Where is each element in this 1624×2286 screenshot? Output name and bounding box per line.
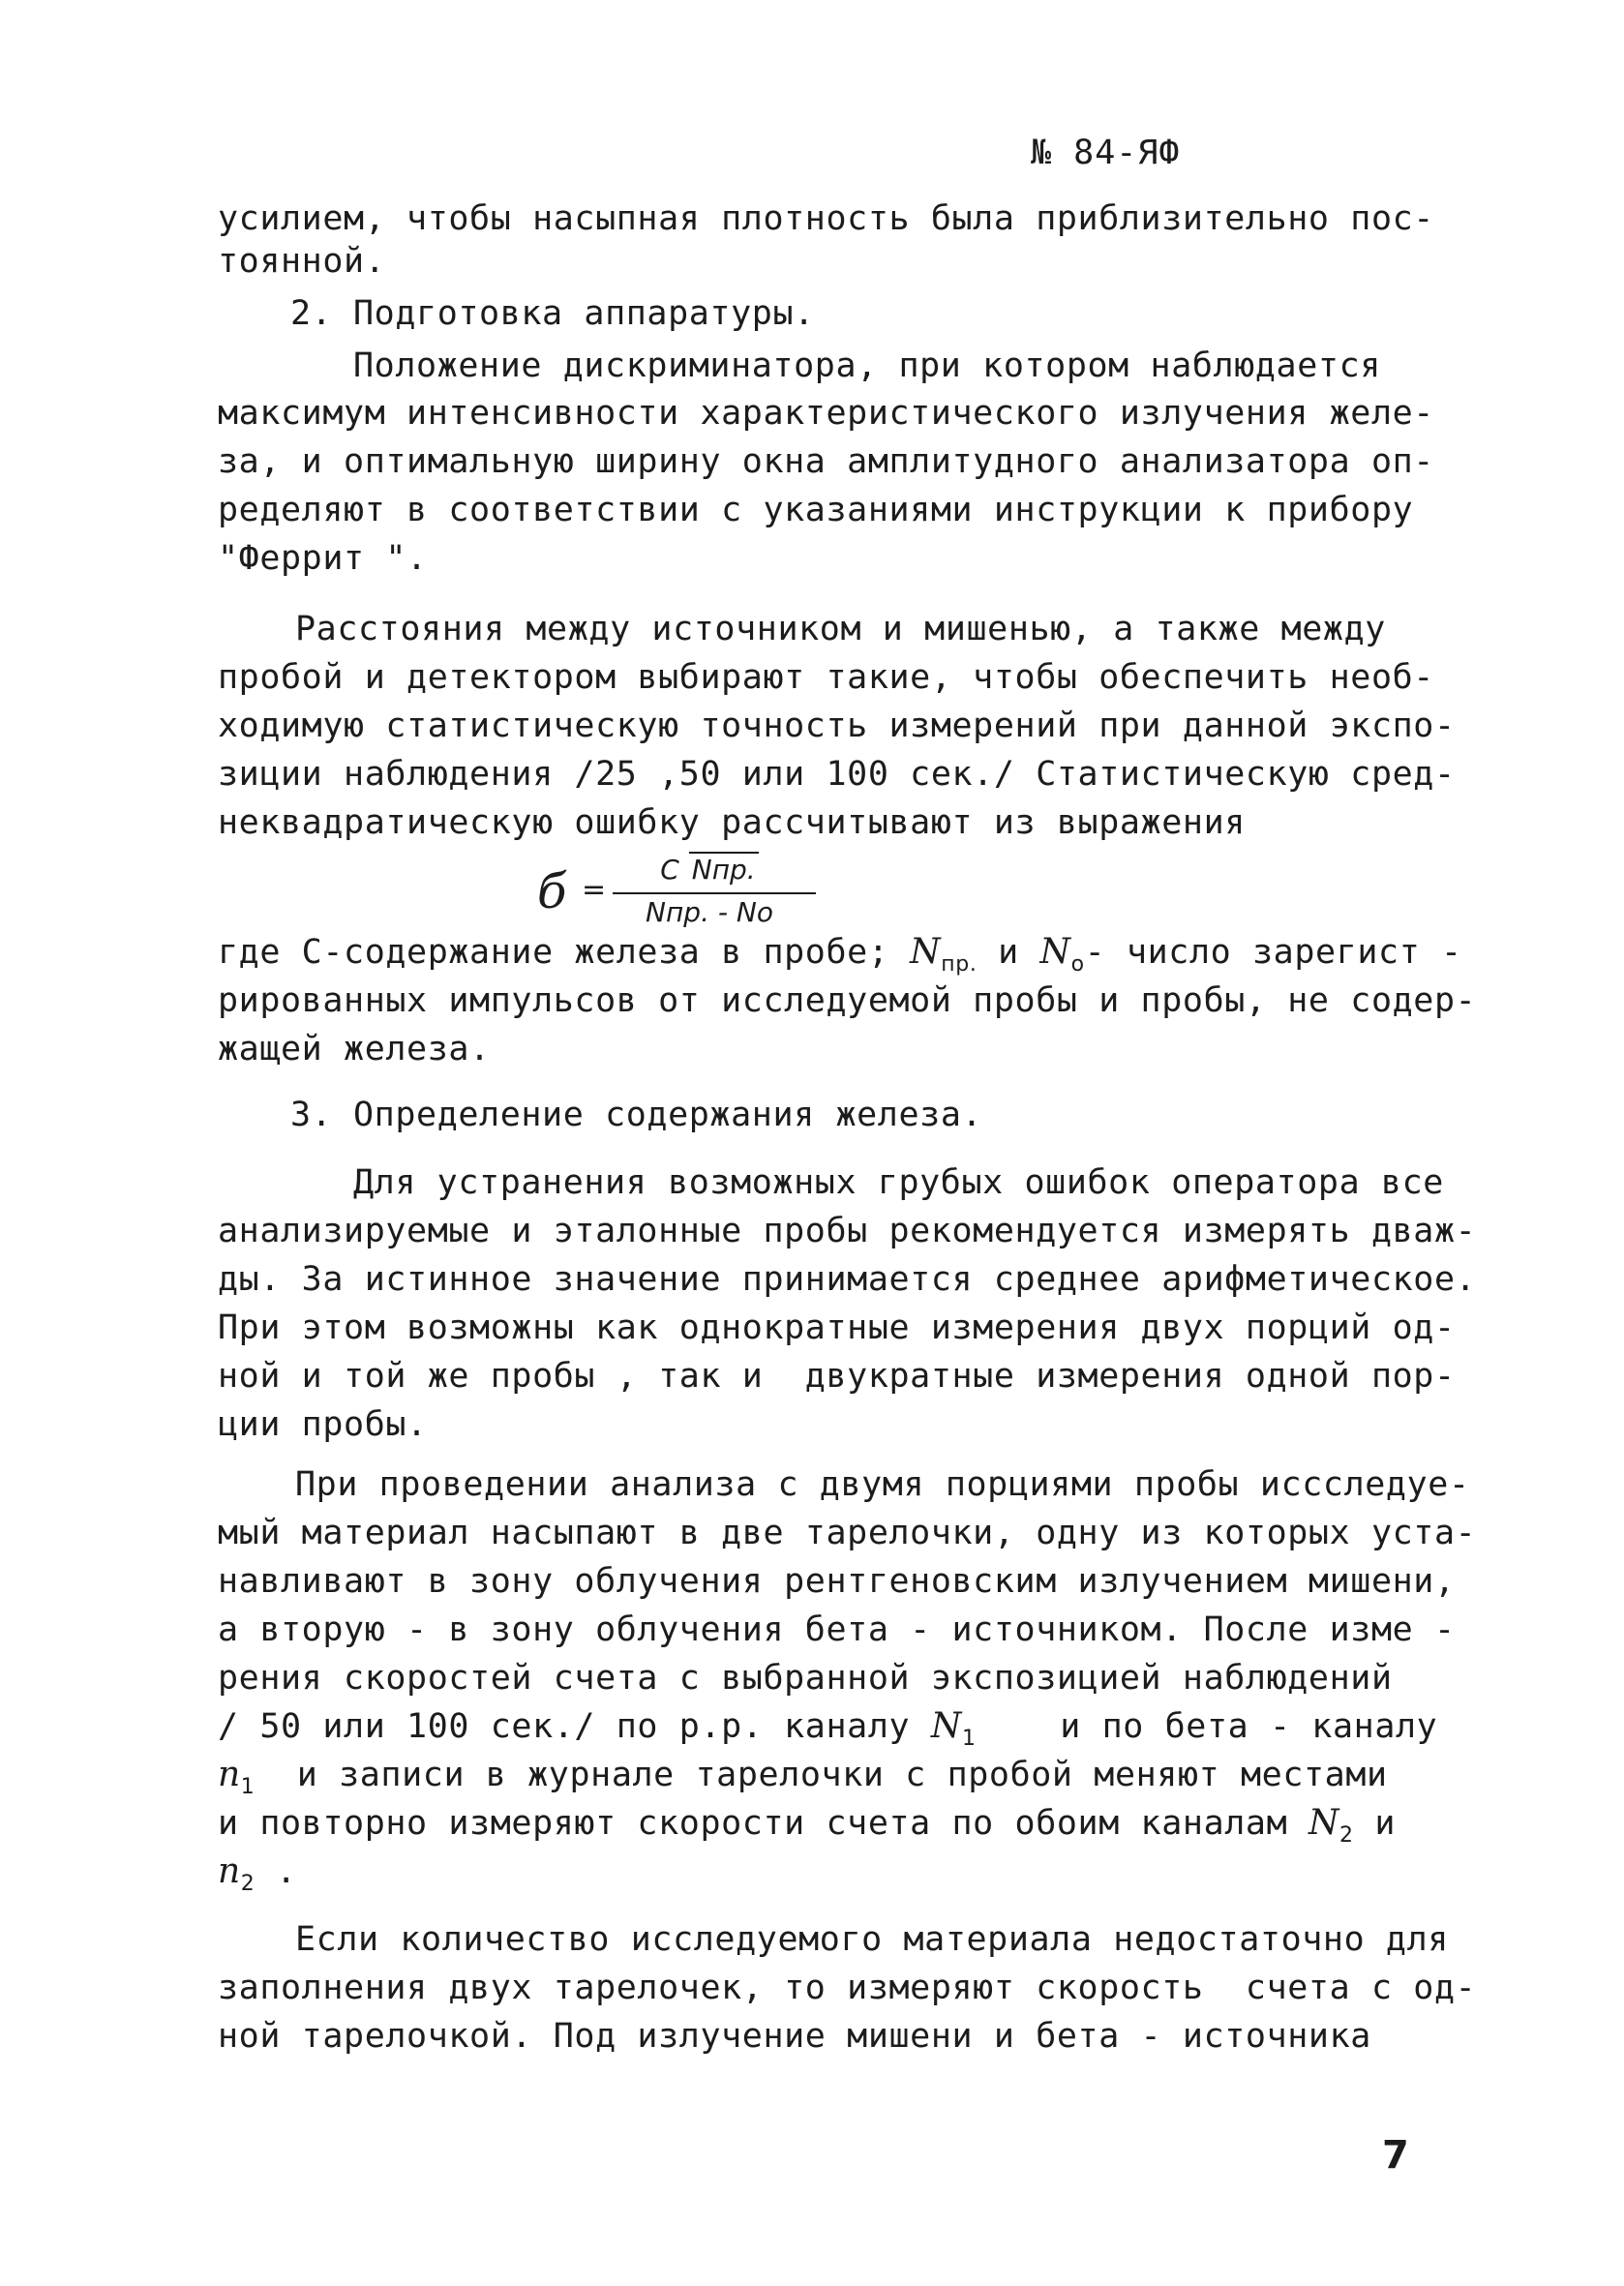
symbol-n-1: $N_1$ bbox=[930, 1706, 977, 1751]
text-line: неквадратическую ошибку рассчитывают из выражения bbox=[218, 803, 1246, 842]
text-line: ции пробы. bbox=[218, 1405, 428, 1444]
text-line: а вторую - в зону облучения бета - источником. После изме - bbox=[218, 1610, 1456, 1649]
text-line: усилием, чтобы насыпная плотность была приблизительно пос- bbox=[218, 199, 1434, 238]
text-line: заполнения двух тарелочек, то измеряют скорость счета с од- bbox=[218, 1969, 1477, 2007]
text-line: ределяют в соответствии с указаниями инструкции к прибору bbox=[218, 491, 1414, 529]
text-line bbox=[218, 931, 1462, 982]
formula-equals: = bbox=[582, 873, 607, 907]
text-line bbox=[218, 1705, 1437, 1757]
text-line: Для устранения возможных грубых ошибок оператора все bbox=[353, 1163, 1444, 1202]
symbol-n-pr: $N_{пр.}$ bbox=[910, 932, 977, 977]
document-number: № 84-ЯФ bbox=[1031, 134, 1181, 172]
text-line: мый материал насыпают в две тарелочки, одну из которых уста- bbox=[218, 1514, 1477, 1552]
text-line: ды. За истинное значение принимается среднее арифметическое. bbox=[218, 1260, 1477, 1299]
text-line bbox=[218, 1754, 1388, 1805]
text-segment: и bbox=[977, 933, 1040, 972]
section-heading-2: 2. Подготовка аппаратуры. bbox=[290, 294, 815, 333]
text-line: пробой и детектором выбирают такие, чтобы обеспечить необ- bbox=[218, 658, 1434, 697]
symbol-n-0: $N_о$ bbox=[1039, 932, 1085, 977]
text-line: "Феррит ". bbox=[218, 539, 428, 578]
text-line: максимум интенсивности характеристического излучения желе- bbox=[218, 394, 1434, 433]
symbol-n-2: $N_2$ bbox=[1308, 1803, 1354, 1848]
text-line: ной тарелочкой. Под излучение мишени и бета - источника bbox=[218, 2017, 1371, 2056]
text-line: ходимую статистическую точность измерений при данной экспо- bbox=[218, 707, 1456, 745]
text-line: тоянной. bbox=[218, 242, 386, 281]
text-line: При этом возможны как однократные измерения двух порций од- bbox=[218, 1308, 1456, 1347]
formula-fraction-bar bbox=[613, 892, 816, 894]
page-number: 7 bbox=[1382, 2133, 1409, 2178]
sigma-formula bbox=[537, 852, 866, 939]
text-line bbox=[218, 1802, 1396, 1853]
text-segment: и по бета - каналу bbox=[976, 1707, 1438, 1746]
symbol-small-n-1: $n_1$ bbox=[218, 1755, 256, 1799]
text-segment: и повторно измеряют скорости счета по обоим каналам bbox=[218, 1804, 1308, 1843]
text-line: зиции наблюдения /25 ,50 или 100 сек./ Статистическую сред- bbox=[218, 755, 1456, 794]
text-line: Если количество исследуемого материала недостаточно для bbox=[295, 1920, 1449, 1959]
text-segment: где С-содержание железа в пробе; bbox=[218, 933, 911, 972]
text-line: за, и оптимальную ширину окна амплитудного анализатора оп- bbox=[218, 442, 1434, 481]
text-line bbox=[218, 1850, 297, 1902]
formula-constant: C bbox=[660, 854, 679, 886]
text-line: Положение дискриминатора, при котором наблюдается bbox=[353, 346, 1381, 385]
text-line: анализируемые и эталонные пробы рекомендуется измерять дваж- bbox=[218, 1212, 1477, 1250]
text-segment: / 50 или 100 сек./ по р.р. каналу bbox=[218, 1707, 931, 1746]
text-segment: - число зарегист - bbox=[1084, 933, 1462, 972]
text-segment: . bbox=[255, 1852, 297, 1891]
formula-numerator bbox=[613, 852, 806, 887]
text-line: рения скоростей счета с выбранной экспозицией наблюдений bbox=[218, 1659, 1393, 1698]
text-segment: и bbox=[1353, 1804, 1396, 1843]
text-line: ной и той же пробы , так и двукратные измерения одной пор- bbox=[218, 1357, 1456, 1396]
text-line: жащей железа. bbox=[218, 1030, 491, 1068]
symbol-small-n-2: $n_2$ bbox=[218, 1851, 256, 1896]
formula-denominator: Nпр. - No bbox=[646, 896, 773, 928]
text-line: При проведении анализа с двумя порциями пробы иссследуе- bbox=[295, 1465, 1470, 1504]
text-segment: и записи в журнале тарелочки с пробой меняют местами bbox=[255, 1756, 1388, 1794]
section-heading-3: 3. Определение содержания железа. bbox=[290, 1096, 983, 1134]
formula-sigma: б bbox=[537, 863, 567, 919]
formula-root: Nпр. bbox=[689, 852, 759, 887]
text-line: навливают в зону облучения рентгеновским излучением мишени, bbox=[218, 1562, 1456, 1601]
text-line: Расстояния между источником и мишенью, а также между bbox=[295, 610, 1386, 648]
text-line: рированных импульсов от исследуемой пробы и пробы, не содер- bbox=[218, 981, 1477, 1020]
